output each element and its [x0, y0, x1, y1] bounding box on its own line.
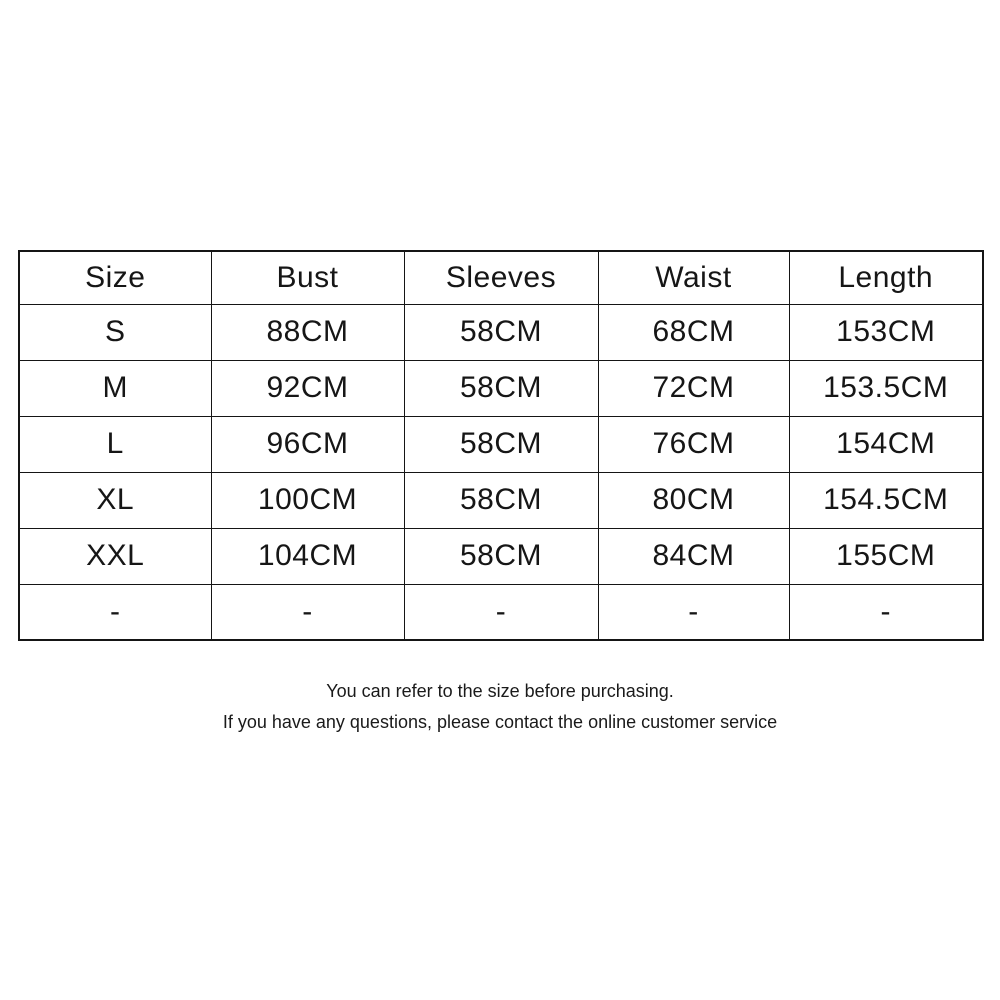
cell-length: 155CM — [789, 528, 983, 584]
cell-bust: 96CM — [211, 416, 404, 472]
cell-size-label: L — [19, 416, 211, 472]
table-row-xxl — [19, 528, 983, 584]
cell-bust: - — [211, 584, 404, 640]
cell-length: 154CM — [789, 416, 983, 472]
size-chart-table — [18, 250, 984, 641]
cell-waist: 76CM — [598, 416, 789, 472]
cell-waist: 72CM — [598, 360, 789, 416]
cell-sleeves: - — [404, 584, 598, 640]
cell-bust: 88CM — [211, 304, 404, 360]
cell-length: 153CM — [789, 304, 983, 360]
note-line-1: You can refer to the size before purchasing. — [326, 681, 674, 701]
cell-sleeves: 58CM — [404, 360, 598, 416]
cell-length: 153.5CM — [789, 360, 983, 416]
col-header-waist: Waist — [598, 251, 789, 304]
cell-waist: - — [598, 584, 789, 640]
cell-bust: 92CM — [211, 360, 404, 416]
cell-size-label: XXL — [19, 528, 211, 584]
col-header-sleeves: Sleeves — [404, 251, 598, 304]
cell-length: 154.5CM — [789, 472, 983, 528]
cell-length: - — [789, 584, 983, 640]
col-header-bust: Bust — [211, 251, 404, 304]
cell-sleeves: 58CM — [404, 304, 598, 360]
table-row-l — [19, 416, 983, 472]
cell-sleeves: 58CM — [404, 528, 598, 584]
table-row-empty — [19, 584, 983, 640]
cell-size-label: - — [19, 584, 211, 640]
cell-waist: 68CM — [598, 304, 789, 360]
cell-bust: 104CM — [211, 528, 404, 584]
table-row-s — [19, 304, 983, 360]
cell-waist: 80CM — [598, 472, 789, 528]
cell-size-label: XL — [19, 472, 211, 528]
table-row-m — [19, 360, 983, 416]
table-header-row — [19, 251, 983, 304]
col-header-length: Length — [789, 251, 983, 304]
cell-waist: 84CM — [598, 528, 789, 584]
cell-sleeves: 58CM — [404, 416, 598, 472]
cell-sleeves: 58CM — [404, 472, 598, 528]
note-line-2: If you have any questions, please contact the online customer service — [222, 712, 778, 732]
cell-bust: 100CM — [211, 472, 404, 528]
col-header-size: Size — [19, 251, 211, 304]
cell-size-label: M — [19, 360, 211, 416]
table-row-xl — [19, 472, 983, 528]
size-notes — [0, 676, 1000, 738]
cell-size-label: S — [19, 304, 211, 360]
